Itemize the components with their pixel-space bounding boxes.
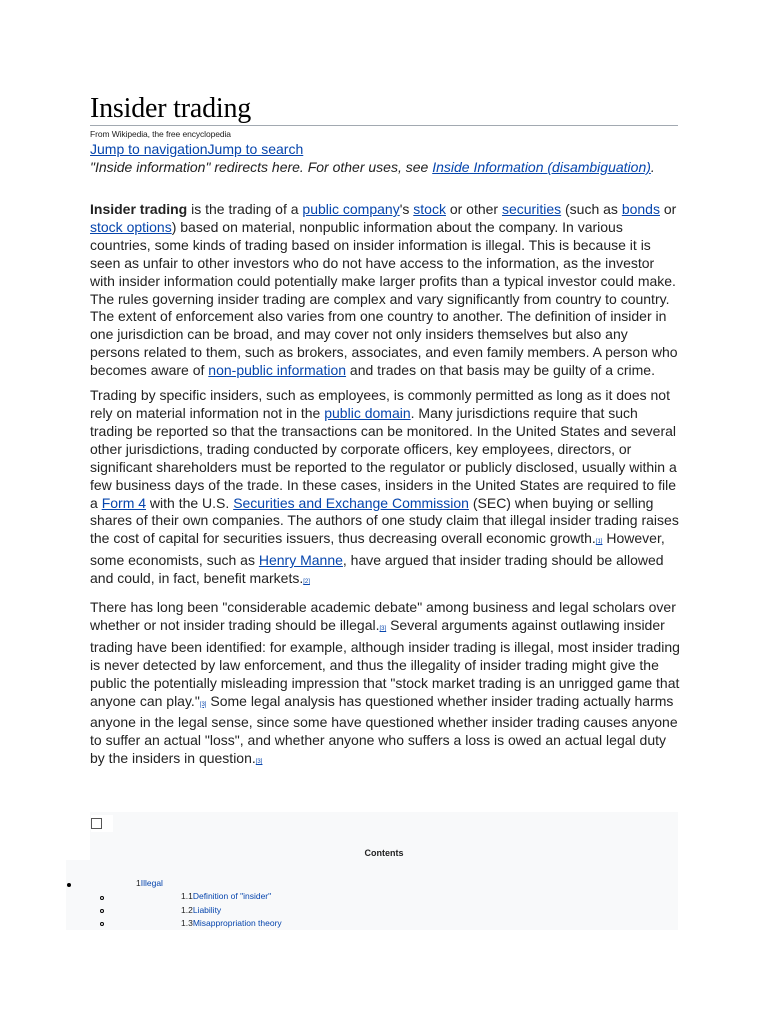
toc-item-number: 1 [136, 878, 141, 888]
sec-link[interactable]: Securities and Exchange Commission [233, 494, 469, 511]
toc-toggle-checkbox[interactable] [91, 818, 102, 829]
reference-2[interactable]: [2] [303, 579, 310, 586]
article-body [90, 201, 680, 779]
text-run: and trades on that basis may be guilty of a crime. [346, 362, 655, 379]
bullet-icon [67, 883, 71, 887]
text-run: (SEC) when buying or selling shares of their own companies. The authors of one study claim that illegal insider trading raises the cost of capital for securities issuers, thus decreasing overall economic growth. [90, 494, 679, 547]
bonds-link[interactable]: bonds [621, 201, 660, 217]
text-run: . Many jurisdictions require that such trading be reported so that the transactions can be monitored. In the United States and several other jurisdictions, trading conducted by corporate officers, key employees, directors, or significant shareholders must be reported to the regulator or publicly disclosed, usually within a few business days of the trade. In these cases, insiders in the United States are required to file a [90, 404, 677, 511]
circle-bullet-icon [100, 922, 104, 926]
hatnote-text: "Inside information" redirects here. For other uses, see [90, 159, 433, 175]
text-run: or [659, 201, 677, 217]
reference-1[interactable]: [1] [595, 539, 603, 546]
text-run: with the U.S. [146, 494, 234, 511]
toc-title-text: Contents [364, 848, 404, 858]
disambiguation-link[interactable]: Inside Information (disambiguation) [432, 159, 651, 175]
toc-toggle[interactable] [91, 815, 113, 832]
text-run: There has long been "considerable academic debate" among business and legal scholars over whether or not insider trading should be illegal. [90, 599, 676, 633]
public-domain-link[interactable]: public domain [324, 404, 411, 421]
hatnote-end: . [650, 159, 655, 175]
securities-link[interactable]: securities [501, 201, 562, 217]
stock-options-link[interactable]: stock options [90, 218, 172, 235]
text-run: Several arguments against outlawing insider trading have been identified: for example, although insider trading is illegal, most insider trading is never detected by law enforcement, and thus the illegality of insider trading might give the public the potentially misleading impression that "stock market trading is an unrigged game that anyone can play." [90, 616, 680, 709]
toc-title [0, 848, 768, 858]
paragraph-reporting [90, 387, 680, 592]
jump-to-search-link[interactable]: Jump to search [207, 141, 304, 157]
toc-item-label[interactable]: Liability [192, 905, 222, 915]
stock-link[interactable]: stock [413, 201, 446, 217]
reference-3[interactable]: [3] [255, 759, 263, 766]
jump-links [90, 140, 303, 158]
toc-background-edge [66, 860, 90, 930]
form-4-link[interactable]: Form 4 [101, 494, 147, 511]
toc-item-number: 1.3 [181, 918, 193, 928]
site-tagline: From Wikipedia, the free encyclopedia [90, 129, 231, 139]
text-run: ) based on material, nonpublic information about the company. In various countries, some kinds of trading based on insider information is illegal. This is because it is seen as unfair to other investors who do not have access to the information, as the investor with insider information could potentially make larger profits than a typical investor could make. The rules governing insider trading are complex and vary significantly from country to country. The extent of enforcement also varies from one country to another. The definition of insider in one jurisdiction can be broad, and may cover not only insiders themselves but also any persons related to them, such as brokers, associates, and even family members. A person who becomes aware of [90, 218, 678, 379]
text-run: is the trading of a [187, 201, 303, 217]
toc-item-misappropriation[interactable] [181, 918, 282, 928]
text-run: 's [399, 201, 414, 217]
non-public-information-link[interactable]: non-public information [208, 362, 347, 379]
text-run: However, some economists, such as [90, 530, 665, 569]
text-run: Trading by specific insiders, such as employees, is commonly permitted as long as it does not rely on material information not in the [90, 387, 670, 421]
toc-item-label[interactable]: Illegal [140, 878, 163, 888]
paragraph-intro [90, 201, 680, 380]
circle-bullet-icon [100, 896, 104, 900]
toc-item-definition[interactable] [181, 891, 271, 901]
toc-item-liability[interactable] [181, 905, 221, 915]
toc-item-illegal[interactable] [136, 878, 163, 888]
public-company-link[interactable]: public company [302, 201, 400, 217]
jump-to-navigation-link[interactable]: Jump to navigation [90, 141, 208, 157]
hatnote [90, 158, 680, 176]
toc-item-label[interactable]: Definition of "insider" [192, 891, 272, 901]
text-run: or other [445, 201, 502, 217]
paragraph-debate [90, 599, 680, 772]
text-run: , have argued that insider trading should be allowed and could, in fact, benefit markets. [90, 552, 664, 587]
toc-item-label[interactable]: Misappropriation theory [192, 918, 282, 928]
title-divider [90, 125, 678, 126]
reference-3[interactable]: [3] [199, 701, 207, 708]
text-run: Some legal analysis has questioned whether insider trading actually harms anyone in the legal sense, since some have questioned whether insider trading causes anyone to suffer an actual "loss", and whether anyone who suffers a loss is owed an actual legal duty by the insiders in question. [90, 692, 678, 767]
table-of-contents [90, 812, 678, 930]
toc-item-number: 1.2 [181, 905, 193, 915]
page-title: Insider trading [90, 93, 252, 124]
text-run: (such as [561, 201, 622, 217]
toc-item-number: 1.1 [181, 891, 193, 901]
circle-bullet-icon [100, 909, 104, 913]
henry-manne-link[interactable]: Henry Manne [258, 552, 343, 569]
bold-term: Insider trading [90, 201, 188, 217]
reference-3[interactable]: [3] [379, 625, 387, 632]
